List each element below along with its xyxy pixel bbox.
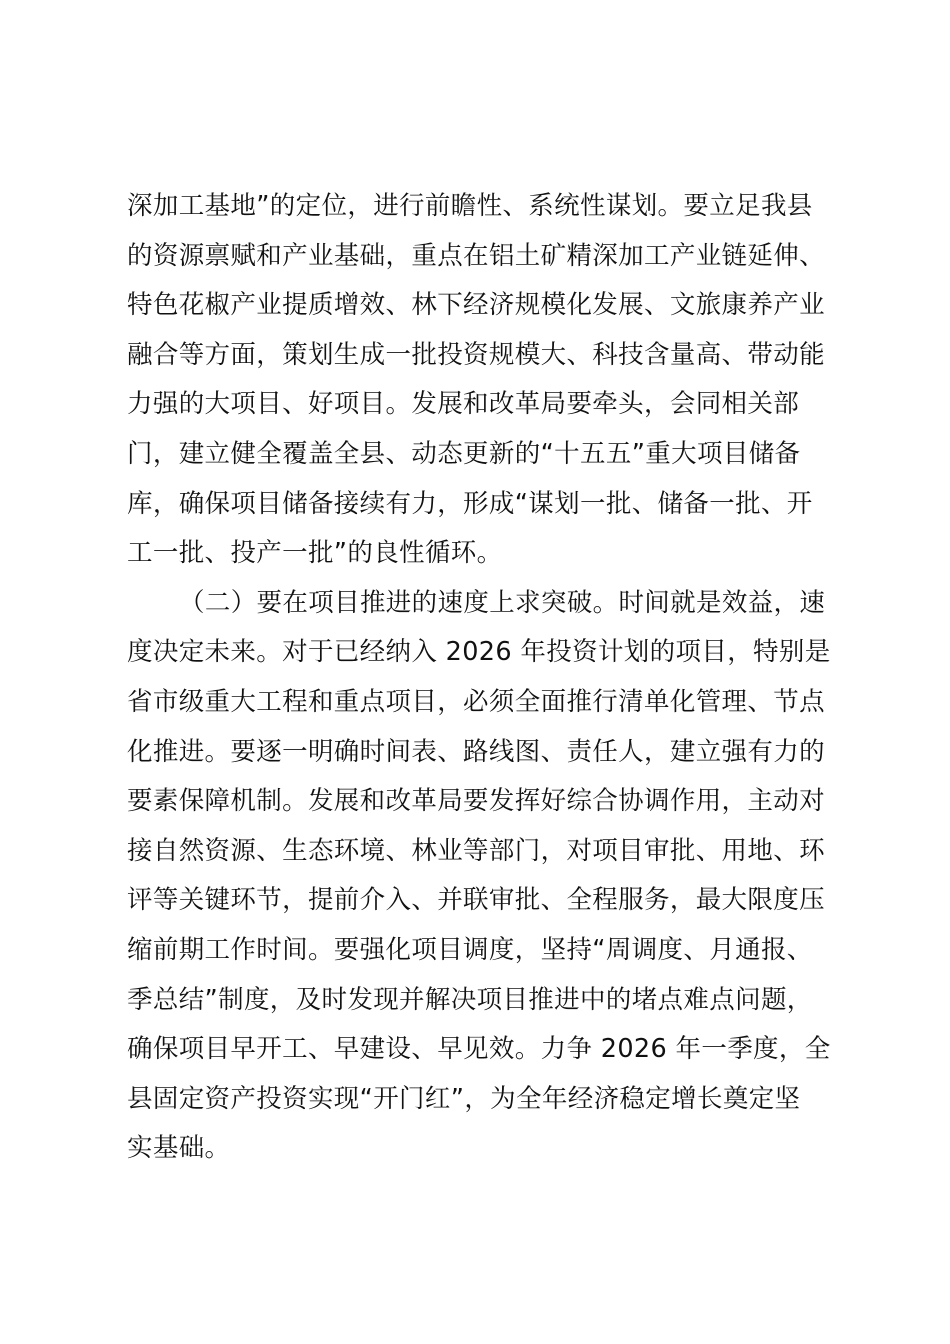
text-line: 县固定资产投资实现“开门红”，为全年经济稳定增长奠定坚 <box>127 1083 801 1114</box>
paragraph-1-continuation <box>127 182 833 579</box>
text-line: 融合等方面，策划生成一批投资规模大、科技含量高、带动能 <box>127 339 825 370</box>
text-line: 门，建立健全覆盖全县、动态更新的“十五五”重大项目储备 <box>127 438 801 469</box>
document-body <box>127 182 833 1174</box>
text-line: 确保项目早开工、早建设、早见效。力争 2026 年一季度，全 <box>127 1034 831 1065</box>
text-line: 库，确保项目储备接续有力，形成“谋划一批、储备一批、开 <box>127 488 813 519</box>
text-line: 特色花椒产业提质增效、林下经济规模化发展、文旅康养产业 <box>127 290 825 321</box>
text-line: 深加工基地”的定位，进行前瞻性、系统性谋划。要立足我县 <box>127 191 813 221</box>
paragraph-2-section-two <box>127 579 833 1174</box>
text-line: 实基础。 <box>127 1133 231 1164</box>
text-line: 季总结”制度，及时发现并解决项目推进中的堵点难点问题， <box>127 984 813 1015</box>
text-line: 评等关键环节，提前介入、并联审批、全程服务，最大限度压 <box>127 885 825 916</box>
text-line: 省市级重大工程和重点项目，必须全面推行清单化管理、节点 <box>127 686 825 717</box>
text-line: 接自然资源、生态环境、林业等部门，对项目审批、用地、环 <box>127 835 825 866</box>
text-line: 要素保障机制。发展和改革局要发挥好综合协调作用，主动对 <box>127 786 825 817</box>
text-line: 的资源禀赋和产业基础，重点在铝土矿精深加工产业链延伸、 <box>127 240 825 271</box>
text-line: 化推进。要逐一明确时间表、路线图、责任人，建立强有力的 <box>127 736 825 767</box>
text-line: 力强的大项目、好项目。发展和改革局要牵头，会同相关部 <box>127 389 800 420</box>
text-line: 缩前期工作时间。要强化项目调度，坚持“周调度、月通报、 <box>127 934 813 965</box>
section-heading-line: （二）要在项目推进的速度上求突破。时间就是效益，速 <box>179 587 826 618</box>
text-line: 度决定未来。对于已经纳入 2026 年投资计划的项目，特别是 <box>127 637 831 668</box>
text-line: 工一批、投产一批”的良性循环。 <box>127 538 503 569</box>
